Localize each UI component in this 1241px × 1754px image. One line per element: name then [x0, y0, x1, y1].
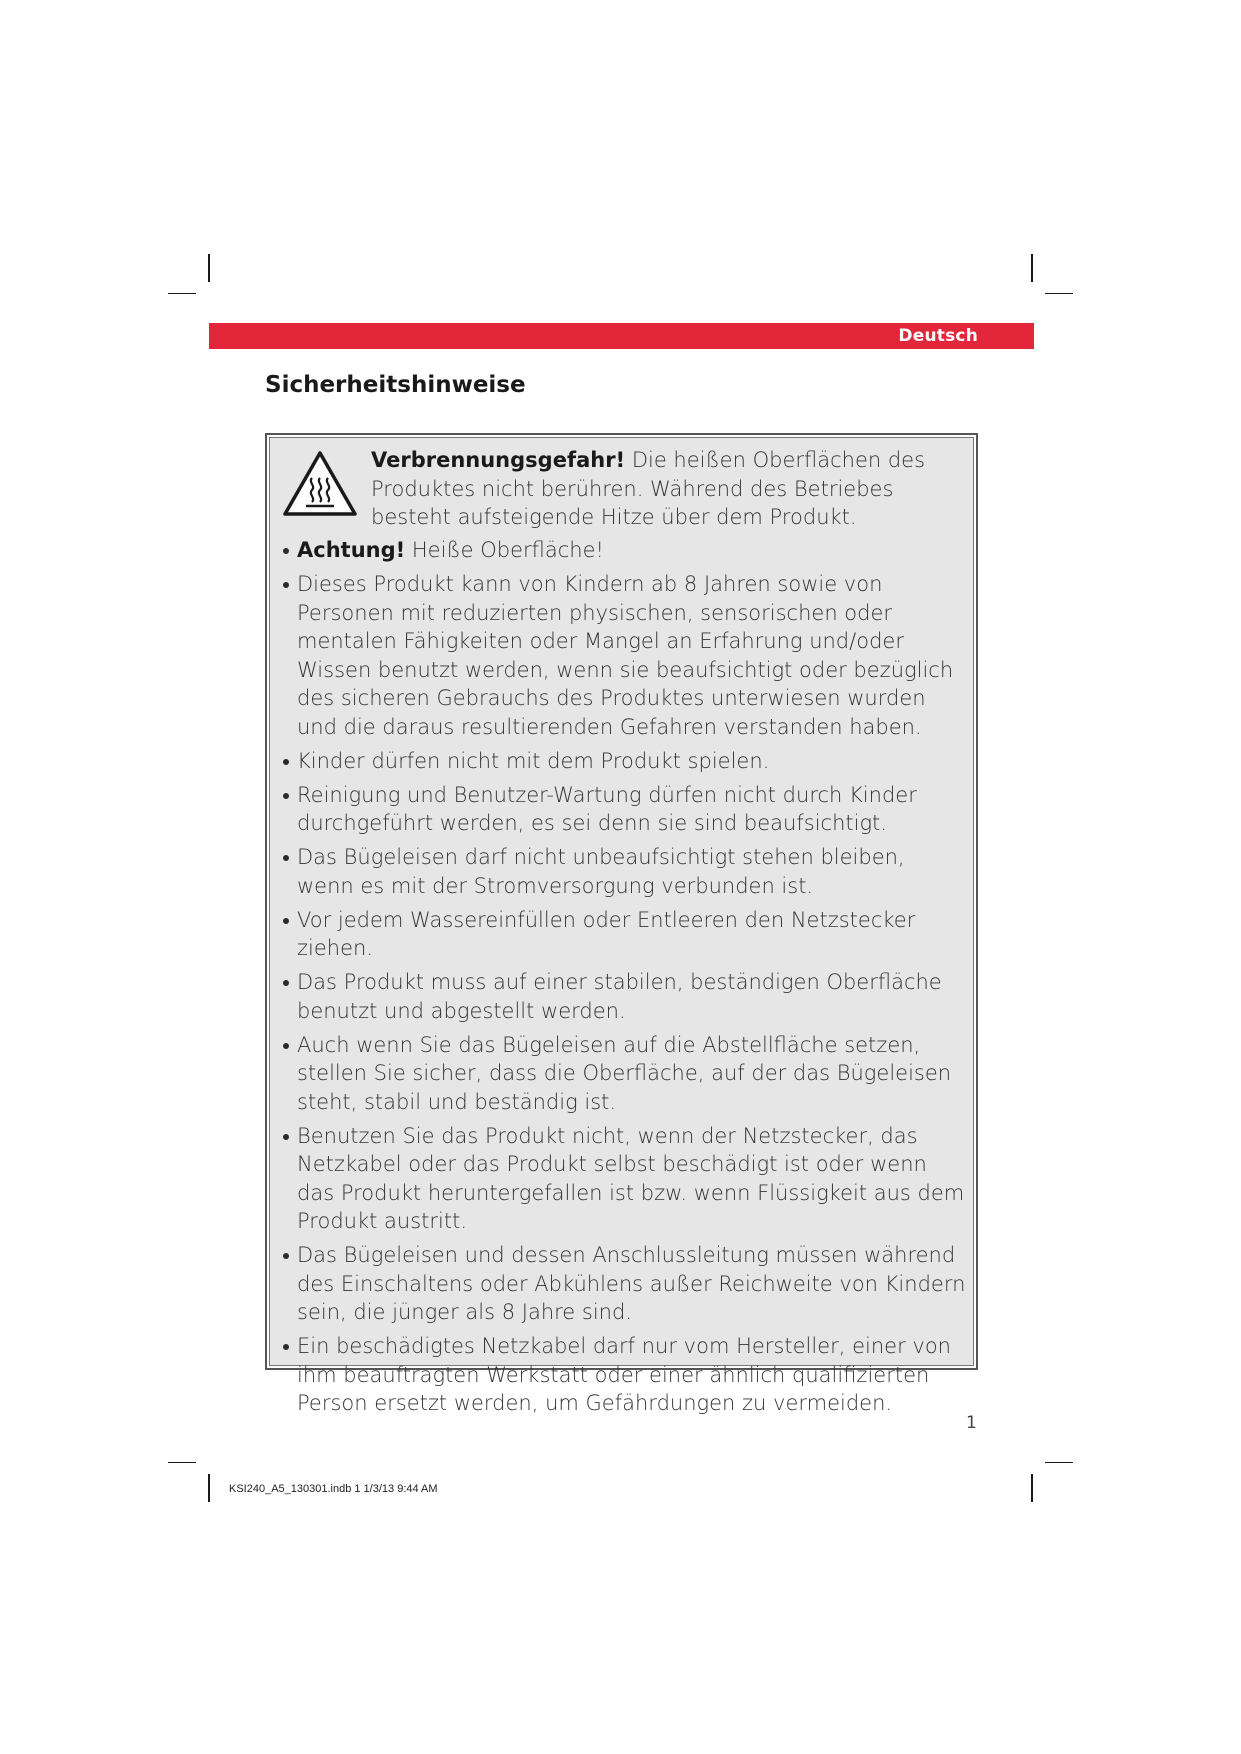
- language-header-bar: [209, 323, 1034, 349]
- safety-instruction-item: [282, 1122, 967, 1236]
- safety-instruction-text: Kinder dürfen nicht mit dem Produkt spielen.: [297, 748, 770, 773]
- crop-mark-bottom-right-horizontal: [1045, 1462, 1073, 1463]
- safety-warning-content: [269, 437, 974, 1415]
- burn-hazard-heading: Verbrennungsgefahr!: [371, 448, 626, 472]
- safety-instruction-text: Das Bügeleisen darf nicht unbeaufsichtigt stehen bleiben, wenn es mit der Stromversorgung verbunden ist.: [297, 845, 905, 898]
- safety-warning-box: [265, 433, 978, 1415]
- safety-instruction-item: [282, 781, 967, 838]
- page-title: Sicherheitshinweise: [265, 372, 526, 398]
- safety-instruction-text: Auch wenn Sie das Bügeleisen auf die Abstellfläche setzen, stellen Sie sicher, dass die Oberfläche, auf der das Bügeleisen steht, stabil und beständig ist.: [297, 1032, 952, 1114]
- caution-label: Achtung!: [297, 538, 406, 562]
- safety-instruction-text: Heiße Oberfläche!: [405, 538, 604, 562]
- safety-instruction-text: Das Produkt muss auf einer stabilen, beständigen Oberfläche benutzt und abgestellt werden.: [297, 970, 942, 1023]
- safety-instruction-text: Reinigung und Benutzer-Wartung dürfen nicht durch Kinder durchgeführt werden, es sei denn sie sind beaufsichtigt.: [297, 782, 917, 835]
- safety-instruction-text: Das Bügeleisen und dessen Anschlussleitung müssen während des Einschaltens oder Abkühlens außer Reichweite von Kindern sein, die jünger als 8 Jahre sind.: [297, 1243, 966, 1324]
- crop-mark-bottom-left-vertical: [208, 1474, 210, 1502]
- print-slug-line: KSI240_A5_130301.indb 1 1/3/13 9:44 AM: [229, 1483, 438, 1495]
- safety-instruction-item: [282, 906, 967, 963]
- safety-instruction-item: [282, 843, 967, 900]
- safety-instruction-text: Dieses Produkt kann von Kindern ab 8 Jahren sowie von Personen mit reduzierten physischen, sensorischen oder mentalen Fähigkeiten oder Mangel an Erfahrung und/oder Wissen benutzt werden, wenn sie beaufsichtigt oder bezüglich des sicheren Gebrauchs des Produktes unterwiesen wurden und die daraus resultierenden Gefahren verstanden haben.: [297, 572, 954, 739]
- safety-instruction-item: [282, 536, 967, 565]
- page-number: 1: [966, 1413, 977, 1433]
- safety-instruction-item: [282, 1031, 967, 1117]
- language-label: Deutsch: [898, 326, 978, 346]
- safety-instruction-item: [282, 1241, 967, 1327]
- safety-instruction-item: [282, 968, 967, 1025]
- safety-instruction-item: [282, 747, 967, 776]
- burn-hazard-notice: [371, 446, 971, 532]
- safety-instruction-item: [282, 570, 967, 741]
- safety-instruction-item: [282, 1332, 967, 1418]
- crop-mark-top-left-vertical: [208, 254, 210, 282]
- hot-surface-warning-icon: [282, 450, 358, 518]
- crop-mark-top-right-horizontal: [1045, 293, 1073, 294]
- crop-mark-bottom-left-horizontal: [168, 1462, 196, 1463]
- safety-instruction-text: Benutzen Sie das Produkt nicht, wenn der Netzstecker, das Netzkabel oder das Produkt selbst beschädigt ist oder wenn das Produkt heruntergefallen ist bzw. wenn Flüssigkeit aus dem Produkt austritt.: [297, 1123, 965, 1233]
- crop-mark-top-left-horizontal: [168, 293, 196, 294]
- safety-instruction-text: Vor jedem Wassereinfüllen oder Entleeren den Netzstecker ziehen.: [297, 907, 916, 960]
- safety-instruction-text: Ein beschädigtes Netzkabel darf nur vom Hersteller, einer von ihm beauftragten Werkstatt oder einer ähnlich qualifizierten Person ersetzt werden, um Gefährdungen zu vermeiden.: [297, 1334, 951, 1415]
- burn-hazard-text: Die heißen Oberflächen des Produktes nicht berühren. Während des Betriebes besteht aufsteigende Hitze über dem Produkt.: [371, 448, 926, 529]
- crop-mark-bottom-right-vertical: [1031, 1474, 1033, 1502]
- crop-mark-top-right-vertical: [1031, 254, 1033, 282]
- safety-instructions-list: [282, 536, 967, 1423]
